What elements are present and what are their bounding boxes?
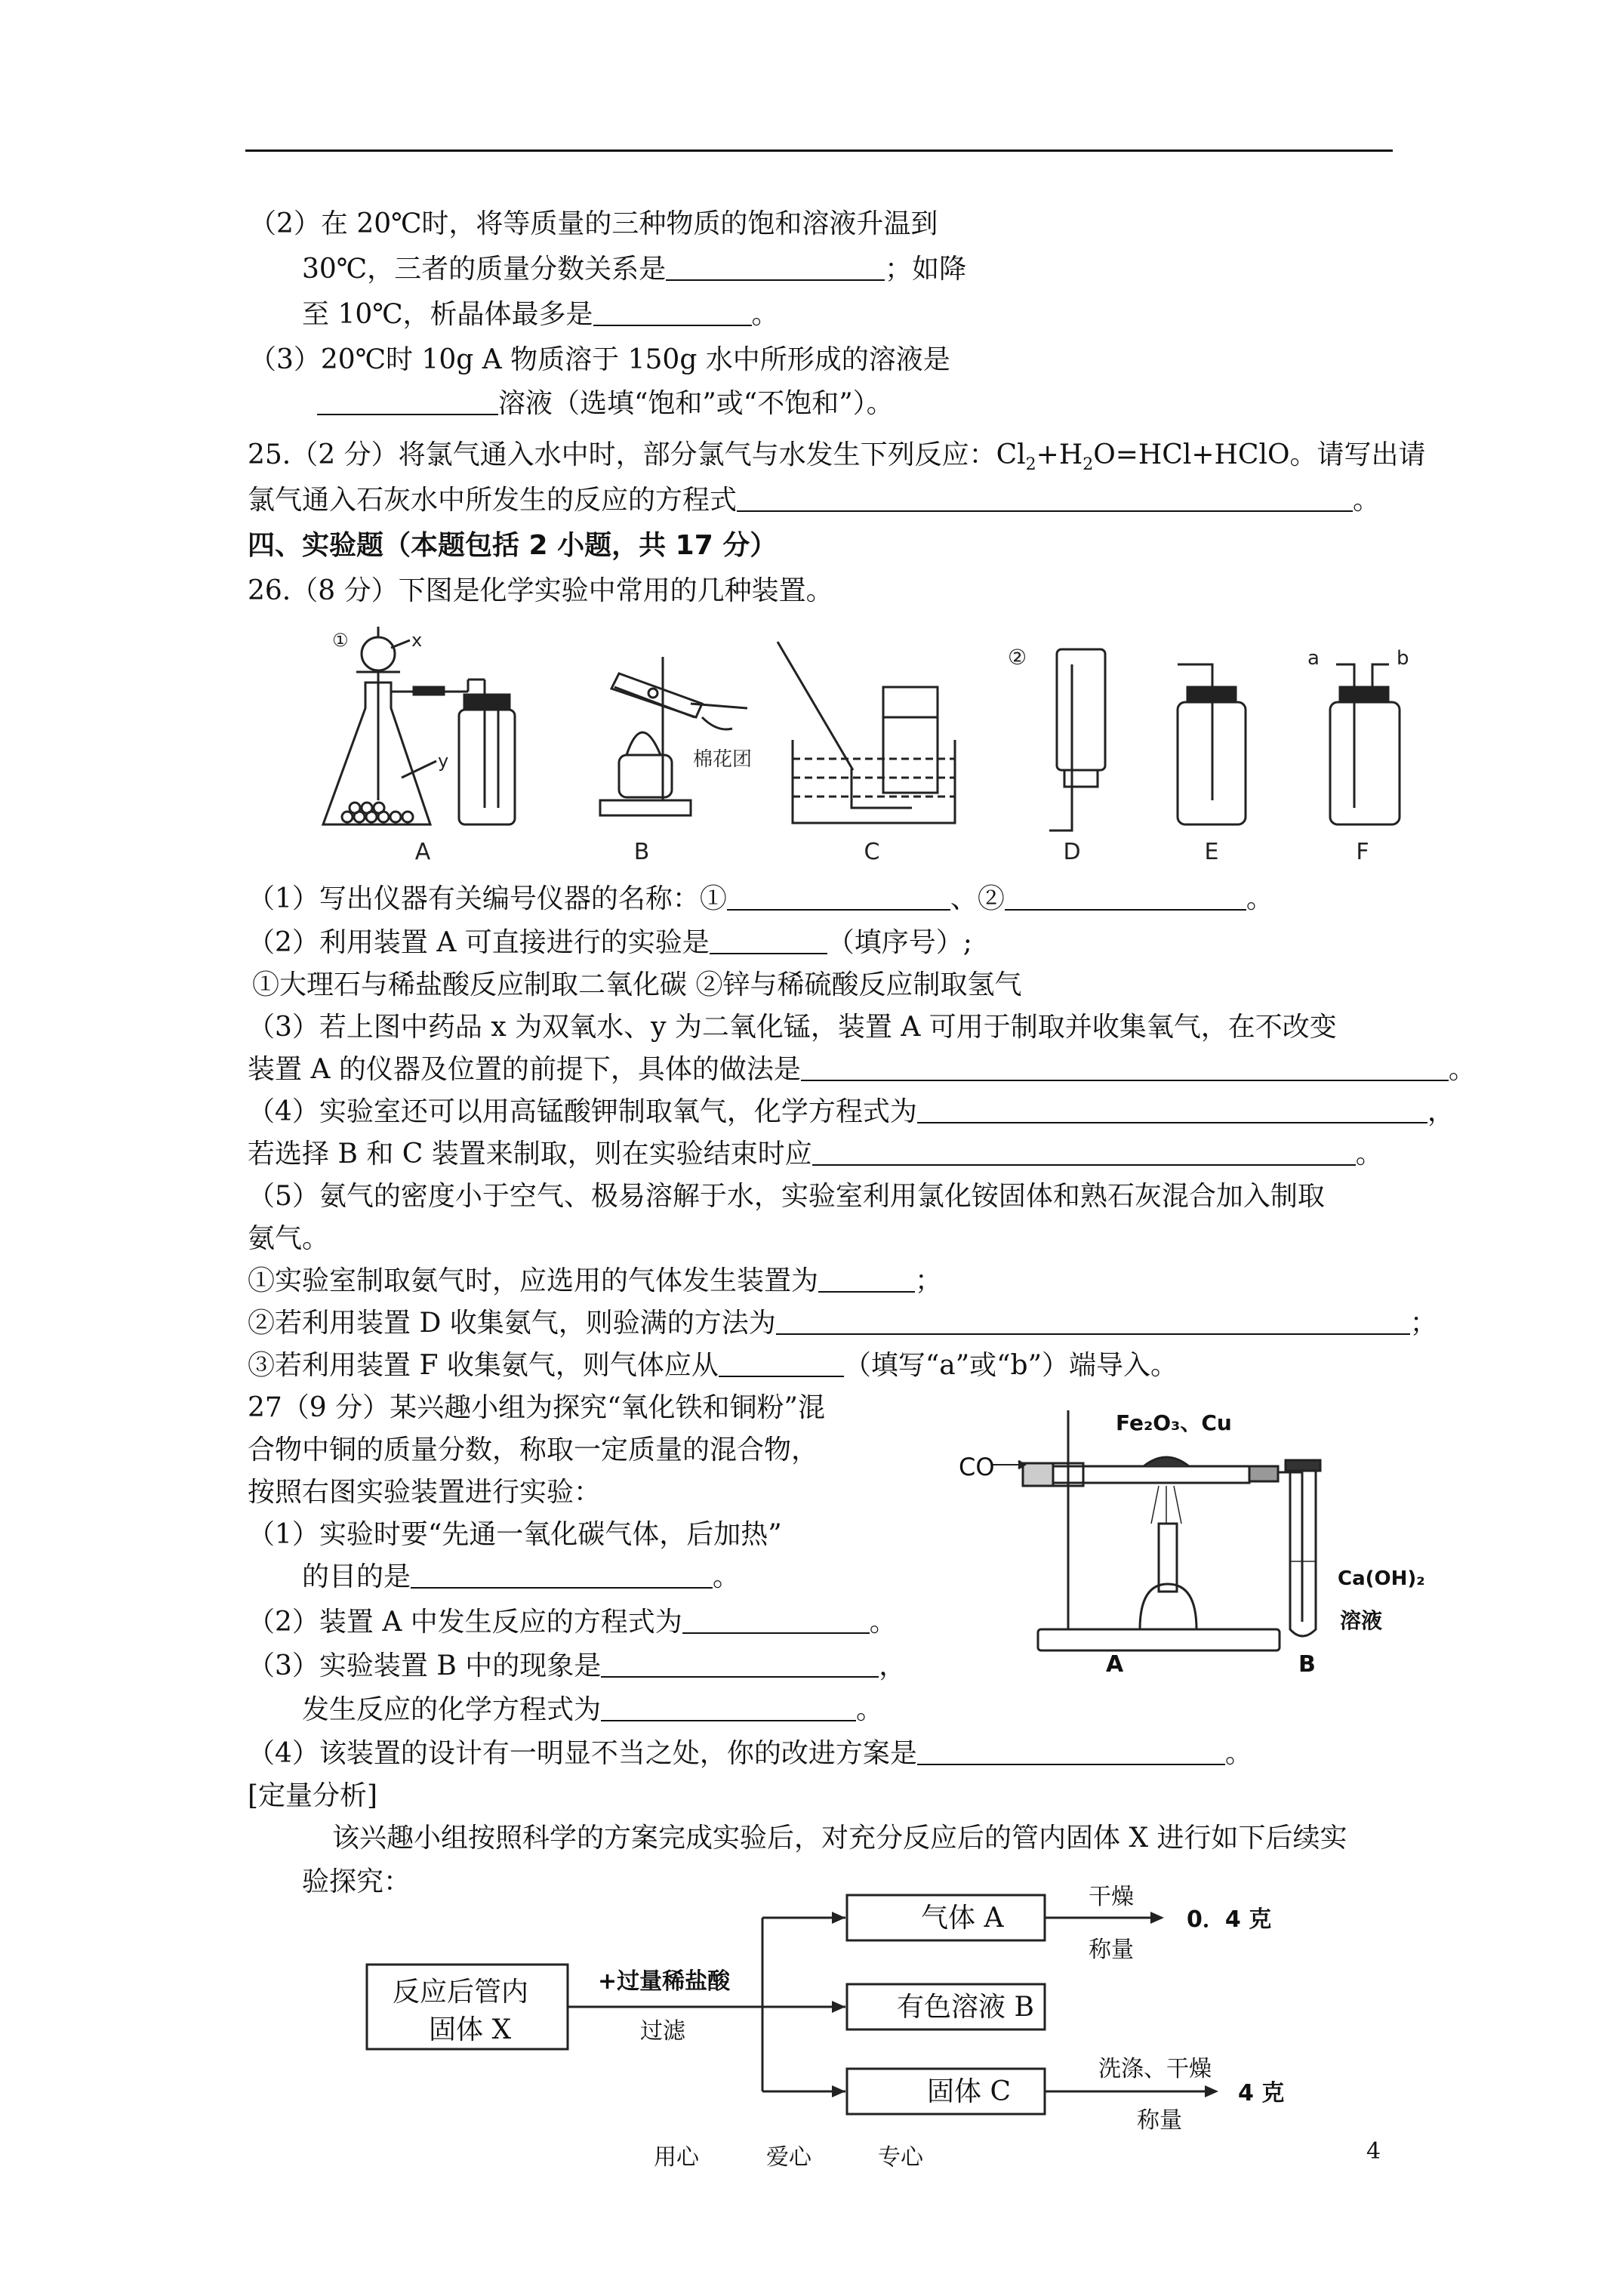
answer-blank[interactable] [812,1140,1356,1166]
solid-mass: 4 克 [1238,2080,1285,2106]
apparatus-c [778,642,955,823]
footer-slogan-3: 专心 [878,2144,923,2171]
answer-blank[interactable] [710,929,827,954]
q26-text: 、② [950,883,1005,914]
gas-op-dry: 干燥 [1089,1884,1134,1910]
q27-text: （4）该装置的设计有一明显不当之处，你的改进方案是 [248,1738,917,1769]
q25-period: 。 [1353,485,1381,516]
fig-label-a: A [414,839,431,865]
answer-blank[interactable] [917,1098,1427,1123]
q27-text: 。 [869,1607,897,1638]
q24-part3-text: 溶液（选填“饱和”或“不饱和”）。 [498,388,894,419]
q25-line2 [248,483,1380,518]
q27-text: 。 [713,1561,741,1592]
answer-blank[interactable] [411,1563,713,1589]
q27-apparatus-figure [947,1403,1400,1690]
q27-text: （2）装置 A 中发生反应的方程式为 [248,1607,682,1638]
subscript: 2 [1025,455,1036,475]
q26-text: 。 [1448,1054,1476,1085]
q24-part3-line2 [317,387,894,421]
q27-line3: 按照右图实验装置进行实验： [248,1477,602,1508]
solid-c-label: 固体 C [927,2076,1011,2107]
q25-text: +H [1036,439,1083,470]
fig-co-label: CO [959,1453,995,1481]
q26-part4-line1 [248,1095,1455,1130]
q26-part1 [248,882,1273,917]
solution-b-label: 有色溶液 B [897,1992,1034,2023]
q27-part3-line1 [248,1649,906,1684]
apparatus-d [1049,649,1105,831]
subscript: 2 [1083,455,1094,475]
quant-heading: [定量分析] [248,1780,378,1811]
q27-line2: 合物中铜的质量分数，称取一定质量的混合物， [248,1435,819,1465]
box-x-line2: 固体 X [429,2014,512,2045]
fig-label-c: C [864,839,880,865]
q27-line1: 27（9 分）某兴趣小组为探究“氧化铁和铜粉”混 [248,1392,825,1423]
apparatus-f [1330,664,1400,824]
q26-part5-line2: 氨气。 [248,1223,330,1254]
box-x-line1: 反应后管内 [393,1977,529,2008]
fig-label-d: D [1063,839,1081,865]
q24-part2-line3 [302,297,779,332]
q26-text: （填序号）; [827,927,972,958]
answer-blank[interactable] [317,390,498,415]
answer-blank[interactable] [666,255,885,281]
q26-part3-line1: （3）若上图中药品 x 为双氧水、y 为二氧化锰，装置 A 可用于制取并收集氧气，在不改变 [248,1012,1337,1043]
gas-op-weigh: 称量 [1089,1937,1134,1963]
footer-slogan-1: 用心 [654,2144,699,2171]
fig-mark-y: y [438,750,449,772]
answer-blank[interactable] [737,486,1353,512]
q25-text: O=HCl+HClO。请写出请 [1093,439,1426,470]
q26-text: ； [915,1265,943,1296]
q26-text: 若选择 B 和 C 装置来制取，则在实验结束时应 [248,1139,812,1170]
q26-text: 。 [1355,1139,1383,1170]
q26-part5-line3 [248,1264,942,1299]
q26-part2-options: ①大理石与稀盐酸反应制取二氧化碳 ②锌与稀硫酸反应制取氢气 [252,969,1022,1000]
q27-text: （3）实验装置 B 中的现象是 [248,1650,602,1681]
q26-part5-line1: （5）氨气的密度小于空气、极易溶解于水，实验室利用氯化铵固体和熟石灰混合加入制取 [248,1181,1325,1212]
q26-part5-line4 [248,1306,1437,1341]
fig-mark-c2: ② [1008,645,1027,670]
gas-mass: 0．4 克 [1187,1906,1272,1933]
fig-mark-cotton: 棉花团 [693,748,753,771]
q26-text: ②若利用装置 D 收集氨气，则验满的方法为 [248,1308,776,1339]
quant-intro-line2: 验探究： [302,1866,411,1897]
reagent-label: +过量稀盐酸 [598,1968,731,1995]
q26-title: 26.（8 分）下图是化学实验中常用的几种装置。 [248,575,833,606]
footer-slogan-2: 爱心 [766,2144,812,2171]
q25-text: 氯气通入石灰水中所发生的反应的方程式 [248,485,738,516]
q24-part2-text: 30℃，三者的质量分数关系是 [302,254,667,285]
q26-part2 [248,926,972,960]
answer-blank[interactable] [601,1652,879,1678]
solid-op-wash: 洗涤、干燥 [1098,2056,1212,2082]
q27-text: 的目的是 [302,1561,411,1592]
fig-caoh-label: Ca(OH)₂ [1338,1567,1425,1590]
fig-label-e: E [1204,839,1219,865]
page-number: 4 [1366,2138,1381,2165]
q27-part4 [248,1737,1252,1771]
answer-blank[interactable] [801,1056,1449,1081]
quant-intro-line1: 该兴趣小组按照科学的方案完成实验后，对充分反应后的管内固体 X 进行如下后续实 [332,1823,1347,1854]
q26-text: （1）写出仪器有关编号仪器的名称：① [248,883,727,914]
q26-part4-line2 [248,1137,1383,1172]
q26-text: 。 [1246,883,1273,914]
q26-part5-line5 [248,1348,1178,1383]
answer-blank[interactable] [682,1608,870,1634]
q26-text: ③若利用装置 F 收集氨气，则气体应从 [248,1350,719,1381]
q24-part2-text-b: ；如降 [885,254,967,285]
q27-text: 发生反应的化学方程式为 [302,1694,602,1725]
q26-text: 装置 A 的仪器及位置的前提下，具体的做法是 [248,1054,801,1085]
q24-part2-text-c: 至 10℃，析晶体最多是 [302,299,593,330]
q25-line1 [248,438,1426,482]
answer-blank[interactable] [917,1740,1225,1765]
answer-blank[interactable] [719,1351,844,1377]
answer-blank[interactable] [601,1696,856,1721]
answer-blank[interactable] [1005,885,1246,911]
apparatus-e [1178,664,1246,824]
answer-blank[interactable] [776,1309,1410,1335]
q24-part2-line1: （2）在 20℃时，将等质量的三种物质的饱和溶液升温到 [249,208,938,239]
q27-text: 。 [856,1694,884,1725]
apparatus-b [600,657,747,815]
q25-text: 25.（2 分）将氯气通入水中时，部分氯气与水发生下列反应：Cl [248,439,1026,470]
solid-op-weigh: 称量 [1137,2107,1182,2134]
fig-label-b: B [633,839,650,865]
q27-text: 。 [1224,1738,1252,1769]
fig-mark-c1: ① [332,630,349,651]
section-heading: 四、实验题（本题包括 2 小题，共 17 分） [248,530,778,561]
filter-label: 过滤 [640,2018,685,2045]
apparatus-a [323,627,515,824]
q26-text: ； [1409,1308,1437,1339]
q27-part1-line1: （1）实验时要“先通一氧化碳气体，后加热” [248,1519,782,1550]
q27-part2 [248,1605,897,1640]
answer-blank[interactable] [818,1267,915,1293]
q27-part3-line2 [302,1693,883,1727]
q27-text: ， [879,1650,907,1681]
q26-apparatus-figure [310,619,1409,868]
q26-text: ①实验室制取氨气时，应选用的气体发生装置为 [248,1265,819,1296]
gas-a-label: 气体 A [921,1903,1004,1934]
fig-labels [415,839,1369,865]
q27-part1-line2 [302,1560,740,1595]
fig-label-b: B [1298,1651,1316,1678]
q24-part2-line2 [302,252,966,287]
fig-mark-a: a [1307,647,1320,670]
q26-text: ， [1427,1096,1455,1127]
answer-blank[interactable] [593,300,752,326]
fig-reagent-label: Fe₂O₃、Cu [1116,1410,1232,1435]
fig-mark-b: b [1397,647,1409,670]
fig-mark-x: x [411,630,423,651]
q26-part3-line2 [248,1052,1476,1087]
q26-text: （4）实验室还可以用高锰酸钾制取氧气，化学方程式为 [248,1096,917,1127]
answer-blank[interactable] [727,885,950,911]
fig-label-a: A [1106,1651,1124,1678]
fig-label-f: F [1356,839,1369,865]
fig-solution-label: 溶液 [1340,1608,1383,1633]
q24-part3-line1: （3）20℃时 10g A 物质溶于 150g 水中所形成的溶液是 [249,344,950,375]
q26-text: （2）利用装置 A 可直接进行的实验是 [248,927,710,958]
header-rule [245,149,1393,152]
q24-period: 。 [751,299,779,330]
q26-text: （填写“a”或“b”）端导入。 [843,1350,1178,1381]
